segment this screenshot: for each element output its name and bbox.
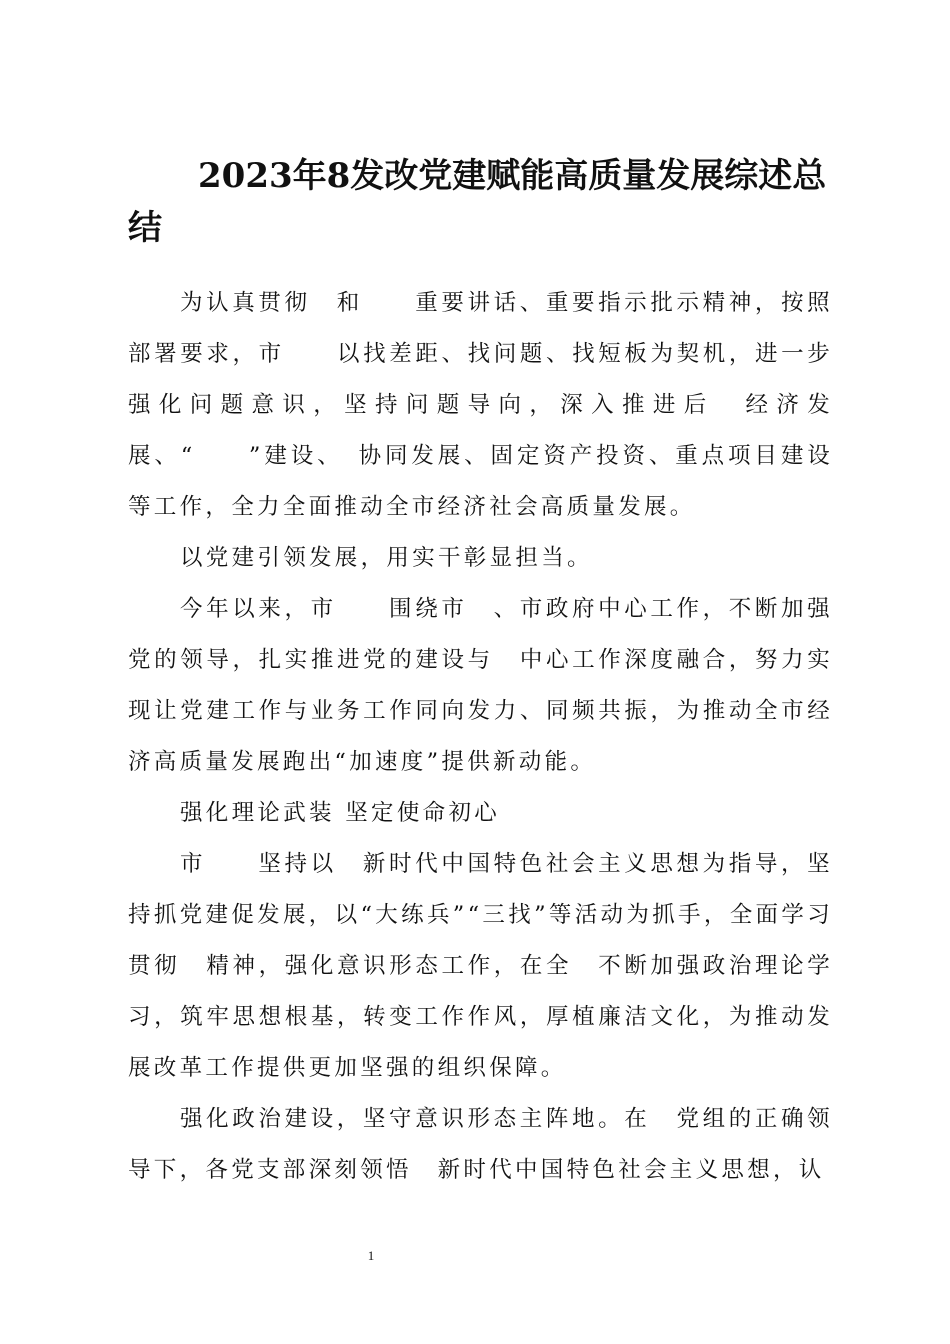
paragraph-heading-theory: 强化理论武装 坚定使命初心 xyxy=(180,800,501,826)
page-number: 1 xyxy=(367,1248,375,1263)
paragraph-political-construction: 强化政治建设，坚守意识形态主阵地。在 党组的正确领导下，各党支部深刻领悟 新时代中国特色社会主义思想，认 xyxy=(128,1106,833,1183)
document-title: 2023年8发改党建赋能高质量发展综述总结 xyxy=(128,156,827,248)
paragraph-heading-party-building: 以党建引领发展，用实干彰显担当。 xyxy=(180,545,593,571)
paragraph-theory-detail: 市 坚持以 新时代中国特色社会主义思想为指导，坚持抓党建促发展，以“大练兵”“三找”等活动为抓手，全面学习贯彻 精神，强化意识形态工作，在全 不断加强政治理论学习，筑牢思想根基，转变工作作风，厚植廉洁文化，为推动发展改革工作提供更加坚强的组织保障。 xyxy=(128,851,833,1081)
paragraph-this-year: 今年以来，市 围绕市 、市政府中心工作，不断加强党的领导，扎实推进党的建设与 中心工作深度融合，努力实现让党建工作与业务工作同向发力、同频共振，为推动全市经济高质量发展跑出“加速度”提供新动能。 xyxy=(128,596,833,775)
paragraph-intro: 为认真贯彻 和 重要讲话、重要指示批示精神，按照部署要求，市 以找差距、找问题、找短板为契机，进一步强化问题意识，坚持问题导向，深入推进后 经济发展、“ ”建设、 协同发展、固定资产投资、重点项目建设等工作，全力全面推动全市经济社会高质量发展。 xyxy=(128,290,833,520)
document-body xyxy=(128,278,833,1196)
